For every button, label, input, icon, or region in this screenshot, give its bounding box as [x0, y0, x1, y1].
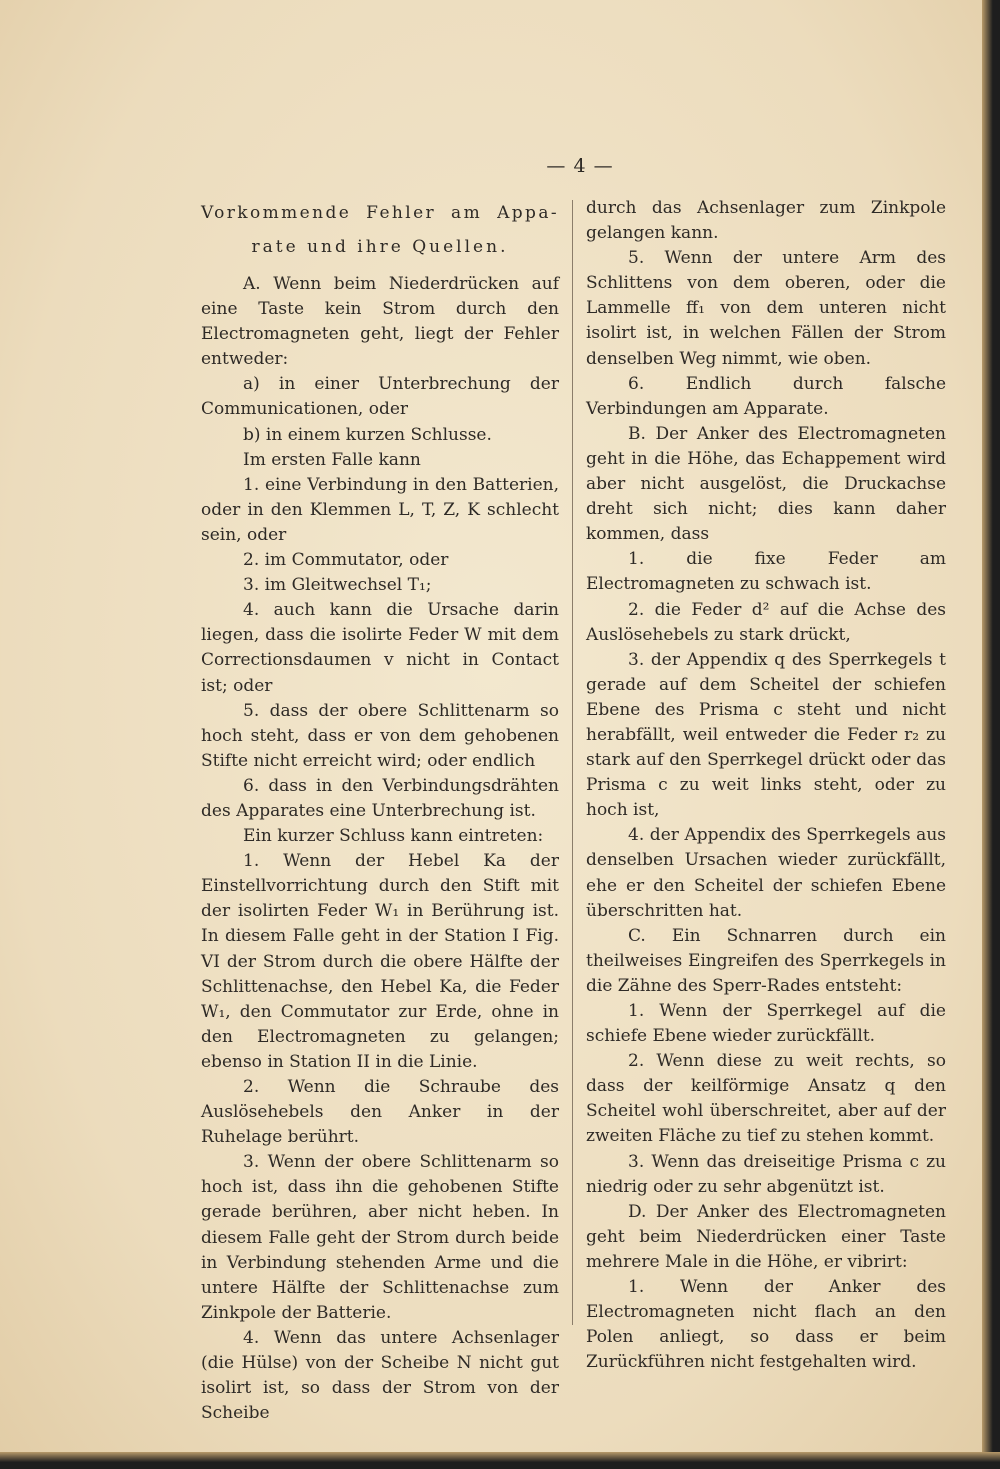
paragraph: 1. Wenn der Anker des Electromagneten nicht flach an den Polen anliegt, so dass er beim Zurückführen nicht festgehalten wird.: [586, 1277, 946, 1373]
paragraph: 2. die Feder d² auf die Achse des Auslösehebels zu stark drückt,: [586, 599, 946, 645]
paragraph: Ein kurzer Schluss kann eintreten:: [243, 826, 544, 847]
heading-line-1: Vorkommende Fehler am Appa-: [201, 203, 559, 223]
page-number: — 4 —: [546, 155, 614, 177]
paragraph: 2. im Commutator, oder: [243, 550, 449, 571]
paragraph: 6. Endlich durch falsche Verbindungen am Apparate.: [586, 373, 946, 419]
paragraph: 1. die fixe Feder am Electromagneten zu schwach ist.: [586, 549, 946, 595]
paragraph: 2. Wenn die Schraube des Auslösehebels den Anker in der Ruhelage berührt.: [201, 1077, 559, 1148]
paragraph: 4. Wenn das untere Achsenlager (die Hülse) von der Scheibe N nicht gut isolirt ist, so dass der Strom von der Scheibe: [201, 1327, 559, 1424]
paragraph: 5. dass der obere Schlittenarm so hoch steht, dass er von dem gehobenen Stifte nicht erreicht wird; oder endlich: [201, 700, 559, 771]
paragraph: D. Der Anker des Electromagneten geht beim Niederdrücken einer Taste mehrere Male in die Höhe, er vibrirt:: [586, 1201, 946, 1272]
paragraph: 1. Wenn der Hebel Ka der Einstellvorrichtung durch den Stift mit der isolirten Feder W₁ in Berührung ist. In diesem Falle geht in der Station I Fig. VI der Strom durch die obere Hälfte der Schlittenachse, den Hebel Ka, die Feder W₁, den Commutator zur Erde, ohne in den Electromagneten zu gelangen; ebenso in Station II in die Linie.: [201, 851, 559, 1072]
paragraph: 6. dass in den Verbindungsdrähten des Apparates eine Unterbrechung ist.: [201, 775, 559, 821]
paragraph: 4. der Appendix des Sperrkegels aus denselben Ursachen wieder zurückfällt, ehe er den Scheitel der schiefen Ebene überschritten hat.: [586, 825, 946, 921]
page-edge-right: [982, 0, 1000, 1469]
paragraph: durch das Achsenlager zum Zinkpole gelangen kann.: [586, 198, 946, 244]
left-column: [201, 196, 559, 1426]
paragraph: a) in einer Unterbrechung der Communicationen, oder: [201, 374, 559, 420]
paragraph: 2. Wenn diese zu weit rechts, so dass der keilförmige Ansatz q den Scheitel wohl überschreitet, aber auf der zweiten Fläche zu tief zu stehen kommt.: [586, 1051, 946, 1147]
paragraph: 3. Wenn der obere Schlittenarm so hoch ist, dass ihn die gehobenen Stifte gerade berühren, aber nicht heben. In diesem Falle geht der Strom durch beide in Verbindung stehenden Arme und die untere Hälfte der Schlittenachse zum Zinkpole der Batterie.: [201, 1152, 559, 1323]
heading-line-2: rate und ihre Quellen.: [251, 237, 509, 257]
paragraph: 3. der Appendix q des Sperrkegels t gerade auf dem Scheitel der schiefen Ebene des Prisma c steht und nicht herabfällt, weil entweder die Feder r₂ zu stark auf den Sperrkegel drückt oder das Prisma c zu weit links steht, oder zu hoch ist,: [586, 649, 946, 821]
right-column: [586, 196, 946, 1375]
paragraph: 1. Wenn der Sperrkegel auf die schiefe Ebene wieder zurückfällt.: [586, 1001, 946, 1047]
paragraph: b) in einem kurzen Schlusse.: [243, 424, 492, 445]
column-divider: [572, 200, 573, 1325]
paragraph: 4. auch kann die Ursache darin liegen, dass die isolirte Feder W mit dem Correctionsdaumen v nicht in Contact ist; oder: [201, 600, 559, 696]
paragraph: 1. eine Verbindung in den Batterien, oder in den Klemmen L, T, Z, K schlecht sein, oder: [201, 474, 559, 545]
paragraph: B. Der Anker des Electromagneten geht in die Höhe, das Echappement wird aber nicht ausgelöst, die Druckachse dreht sich nicht; dies kann daher kommen, dass: [586, 423, 946, 545]
paragraph: Im ersten Falle kann: [243, 449, 421, 470]
section-heading: [201, 196, 559, 264]
page-edge-bottom: [0, 1452, 1000, 1469]
paragraph: 5. Wenn der untere Arm des Schlittens von dem oberen, oder die Lammelle ff₁ von dem unteren nicht isolirt ist, in welchen Fällen der Strom denselben Weg nimmt, wie oben.: [586, 248, 946, 369]
paragraph: C. Ein Schnarren durch ein theilweises Eingreifen des Sperrkegels in die Zähne des Sperr-Rades entsteht:: [586, 925, 946, 996]
paragraph: 3. im Gleitwechsel T₁;: [243, 575, 432, 596]
paragraph: 3. Wenn das dreiseitige Prisma c zu niedrig oder zu sehr abgenützt ist.: [586, 1151, 946, 1197]
paragraph: A. Wenn beim Niederdrücken auf eine Taste kein Strom durch den Electromagneten geht, liegt der Fehler entweder:: [201, 274, 559, 370]
